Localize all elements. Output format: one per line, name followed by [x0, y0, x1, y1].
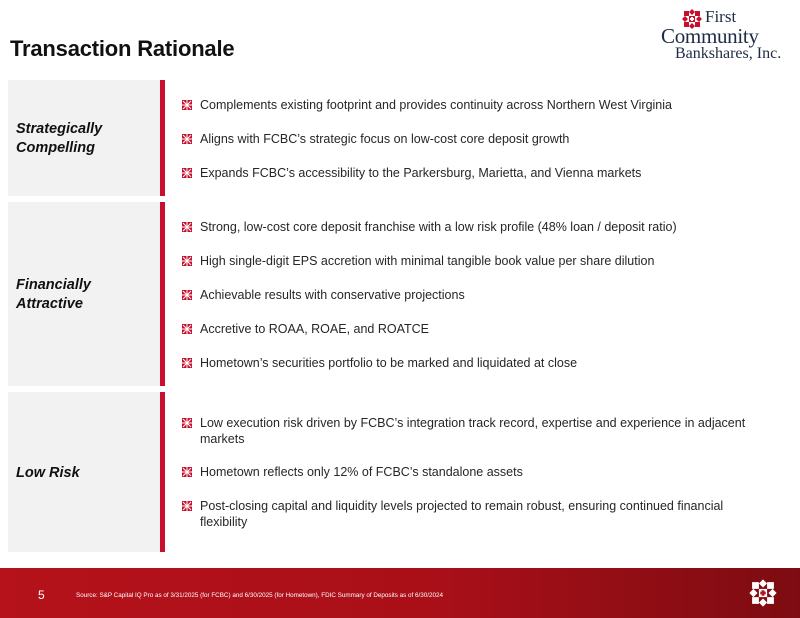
bullet-cross-icon	[182, 100, 192, 110]
list-item: Hometown’s securities portfolio to be marked and liquidated at close	[182, 355, 762, 371]
list-item: Strong, low-cost core deposit franchise with a low risk profile (48% loan / deposit ratio)	[182, 219, 762, 235]
bullet-cross-icon	[182, 222, 192, 232]
bullet-cross-icon	[182, 501, 192, 511]
list-item: Hometown reflects only 12% of FCBC’s standalone assets	[182, 464, 762, 480]
company-logo	[655, 6, 795, 64]
bullet-cross-icon	[182, 324, 192, 334]
list-item: Complements existing footprint and provides continuity across Northern West Virginia	[182, 97, 762, 113]
list-item: Low execution risk driven by FCBC’s integration track record, expertise and experience in adjacent markets	[182, 415, 762, 447]
list-item: High single-digit EPS accretion with minimal tangible book value per share dilution	[182, 253, 762, 269]
logo-text-first: First	[705, 7, 737, 26]
bullet-cross-icon	[182, 418, 192, 428]
bullet-cross-icon	[182, 358, 192, 368]
section-label: Low Risk	[16, 465, 80, 481]
logo-text-community: Community	[661, 24, 759, 48]
footer-bar	[0, 568, 800, 618]
bullet-cross-icon	[182, 256, 192, 266]
list-item: Achievable results with conservative projections	[182, 287, 762, 303]
list-item: Expands FCBC’s accessibility to the Parkersburg, Marietta, and Vienna markets	[182, 165, 762, 181]
bullet-cross-icon	[182, 134, 192, 144]
list-item: Accretive to ROAA, ROAE, and ROATCE	[182, 321, 762, 337]
list-item: Post-closing capital and liquidity levels projected to remain robust, ensuring continued financial flexibility	[182, 498, 762, 530]
list-item: Aligns with FCBC’s strategic focus on low-cost core deposit growth	[182, 131, 762, 147]
source-note: Source: S&P Capital IQ Pro as of 3/31/2025 (for FCBC) and 6/30/2025 (for Hometown), FDIC Summary of Deposits as of 6/30/2024	[76, 592, 444, 599]
bullet-cross-icon	[182, 467, 192, 477]
page-number: 5	[38, 588, 45, 602]
bullet-cross-icon	[182, 168, 192, 178]
page-title: Transaction Rationale	[10, 36, 235, 61]
logo-text-bankshares: Bankshares, Inc.	[675, 45, 782, 62]
bullet-cross-icon	[182, 290, 192, 300]
section-label: Strategically Compelling	[16, 121, 103, 156]
footer-logo-icon	[748, 578, 778, 608]
section-label: Financially Attractive	[16, 277, 91, 312]
